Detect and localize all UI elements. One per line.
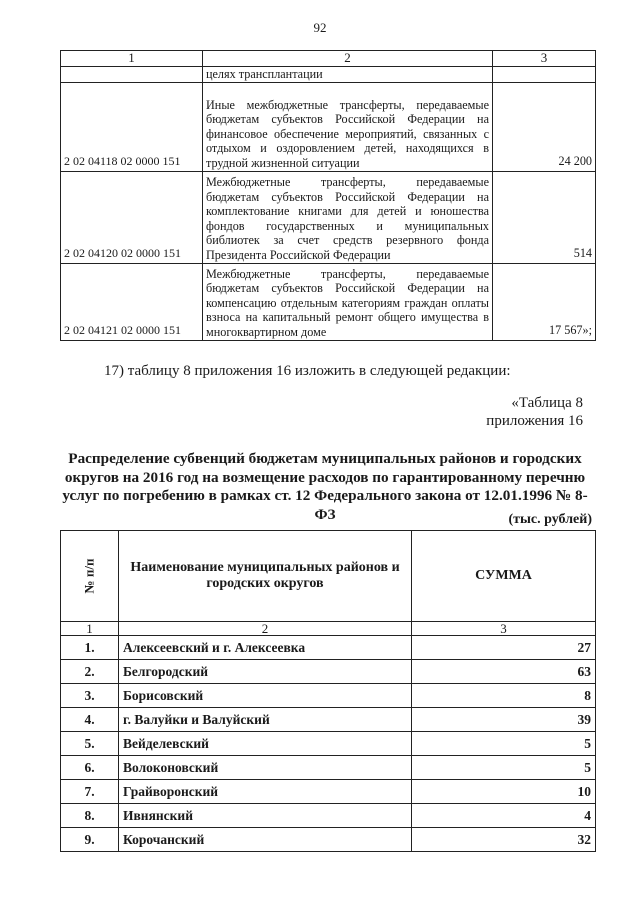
row-number: 5. (61, 732, 119, 756)
budget-transfers-table (60, 50, 596, 341)
district-name: Корочанский (119, 828, 412, 852)
instruction-text: 17) таблицу 8 приложения 16 изложить в следующей редакции: (104, 363, 511, 379)
column-header-3: 3 (493, 51, 596, 67)
table-header-row (61, 531, 596, 622)
district-name: Грайворонский (119, 780, 412, 804)
table-reference-line2: приложения 16 (486, 413, 583, 429)
subvention-sum: 8 (412, 684, 596, 708)
table-reference (486, 394, 583, 430)
transfer-name: Межбюджетные трансферты, передаваемые бюджетам субъектов Российской Федерации на компенсацию отдельным категориям граждан оплаты взноса на капитальный ремонт общего имущества в многоквартирном доме (203, 263, 493, 340)
column-numbering-row (61, 622, 596, 636)
subvention-sum: 10 (412, 780, 596, 804)
header-sum: СУММА (412, 531, 596, 622)
table-row (61, 804, 596, 828)
table-row (61, 82, 596, 171)
row-number: 7. (61, 780, 119, 804)
transfer-amount: 17 567»; (493, 263, 596, 340)
district-name: Борисовский (119, 684, 412, 708)
district-name: Волоконовский (119, 756, 412, 780)
table-row (61, 171, 596, 263)
units-label: (тыс. рублей) (508, 512, 592, 527)
column-header-2: 2 (203, 51, 493, 67)
column-number: 2 (119, 622, 412, 636)
column-number: 3 (412, 622, 596, 636)
header-number (61, 531, 119, 622)
subventions-table (60, 530, 596, 852)
column-header-1: 1 (61, 51, 203, 67)
table-row (61, 636, 596, 660)
column-number: 1 (61, 622, 119, 636)
classification-code: 2 02 04118 02 0000 151 (61, 82, 203, 171)
table-row (61, 263, 596, 340)
district-name: Алексеевский и г. Алексеевка (119, 636, 412, 660)
row-number: 4. (61, 708, 119, 732)
subvention-sum: 32 (412, 828, 596, 852)
district-name: Белгородский (119, 660, 412, 684)
table-header-row (61, 51, 596, 67)
district-name: г. Валуйки и Валуйский (119, 708, 412, 732)
table-row (61, 828, 596, 852)
table-row-continuation (61, 66, 596, 82)
row-number: 2. (61, 660, 119, 684)
header-number-text: № п/п (81, 558, 97, 593)
table-row (61, 708, 596, 732)
row-number: 3. (61, 684, 119, 708)
row-number: 8. (61, 804, 119, 828)
row-number: 6. (61, 756, 119, 780)
row-number: 9. (61, 828, 119, 852)
section-heading: Распределение субвенций бюджетам муниципальных районов и городских округов на 2016 год на возмещение расходов по гарантированному перечню услуг по погребению в рамках ст. 12 Федерального закона от 12.01.1996 № 8-ФЗ (62, 450, 588, 523)
table-row (61, 756, 596, 780)
transfer-name: Межбюджетные трансферты, передаваемые бюджетам субъектов Российской Федерации на комплектование книгами для детей и юношества фондов государственных и муниципальных библиотек за счет средств резервного фонда Президента Российской Федерации (203, 171, 493, 263)
table-row (61, 684, 596, 708)
row-number: 1. (61, 636, 119, 660)
classification-code: 2 02 04120 02 0000 151 (61, 171, 203, 263)
table-row (61, 780, 596, 804)
subvention-sum: 5 (412, 732, 596, 756)
subvention-sum: 27 (412, 636, 596, 660)
table-row (61, 732, 596, 756)
continuation-text: целях трансплантации (203, 66, 493, 82)
table-row (61, 660, 596, 684)
district-name: Ивнянский (119, 804, 412, 828)
subvention-sum: 39 (412, 708, 596, 732)
transfer-amount: 24 200 (493, 82, 596, 171)
header-name: Наименование муниципальных районов и городских округов (119, 531, 412, 622)
transfer-amount: 514 (493, 171, 596, 263)
transfer-name: Иные межбюджетные трансферты, передаваемые бюджетам субъектов Российской Федерации на финансовое обеспечение мероприятий, связанных с отдыхом и оздоровлением детей, находящихся в трудной жизненной ситуации (203, 82, 493, 171)
classification-code: 2 02 04121 02 0000 151 (61, 263, 203, 340)
table-reference-line1: «Таблица 8 (511, 395, 583, 411)
district-name: Вейделевский (119, 732, 412, 756)
subvention-sum: 5 (412, 756, 596, 780)
page-number: 92 (313, 20, 327, 35)
subvention-sum: 63 (412, 660, 596, 684)
subvention-sum: 4 (412, 804, 596, 828)
